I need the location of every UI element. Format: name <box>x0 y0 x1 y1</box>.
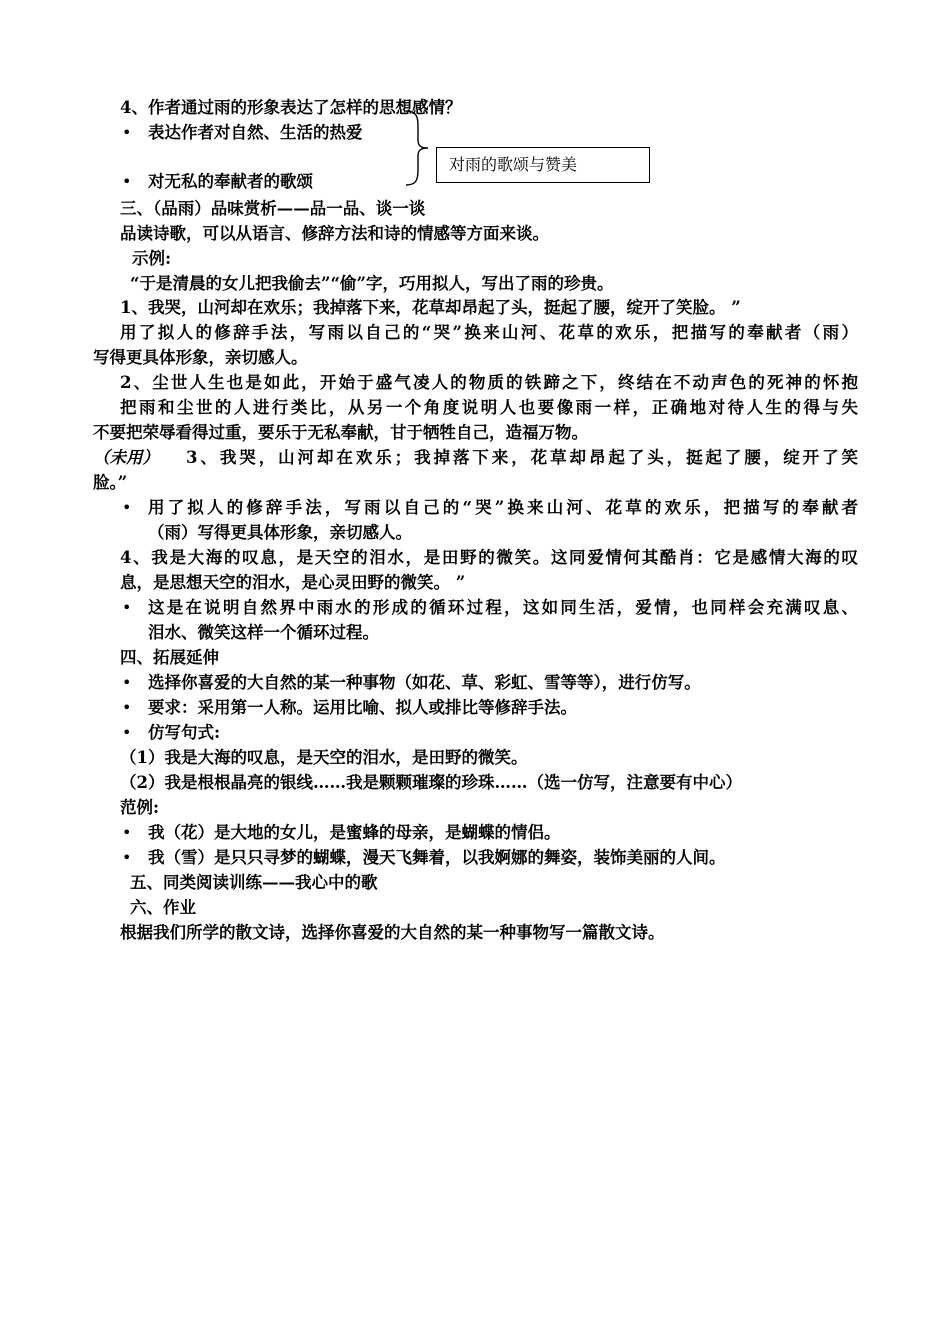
model-1: 我（花）是大地的女儿，是蜜蜂的母亲，是蝴蝶的情侣。 <box>148 823 561 842</box>
section4-bullet-3: 仿写句式: <box>148 723 221 742</box>
pattern-1: （1）我是大海的叹息，是天空的泪水，是田野的微笑。 <box>120 748 528 767</box>
item3-note-line2: （雨）写得更具体形象，亲切感人。 <box>148 523 412 542</box>
item3-line2: 脸。” <box>93 473 128 492</box>
section4-bullet-2: 要求：采用第一人称。运用比喻、拟人或排比等修辞手法。 <box>148 698 577 717</box>
item3-note-line1: 用了拟人的修辞手法，写雨以自己的“哭”换来山河、花草的欢乐，把描写的奉献者 <box>148 498 858 517</box>
item4-note-line1: 这是在说明自然界中雨水的形成的循环过程，这如同生活，爱情，也同样会充满叹息、 <box>148 598 858 617</box>
q4-bullet-a: 表达作者对自然、生活的热爱 <box>148 123 363 142</box>
section5-heading: 五、同类阅读训练——我心中的歌 <box>130 873 378 892</box>
unused-tag: （未用） <box>93 448 159 467</box>
bullet-icon: • <box>122 498 132 517</box>
section6-heading: 六、作业 <box>130 898 196 917</box>
bullet-icon: • <box>122 848 132 867</box>
example-line: “于是清晨的女儿把我偷去”“偷”字，巧用拟人，写出了雨的珍贵。 <box>130 274 614 293</box>
item4-line1: 4、我是大海的叹息，是天空的泪水，是田野的微笑。这同爱情何其酷肖：它是感情大海的叹 <box>120 548 858 567</box>
section3-intro: 品读诗歌，可以从语言、修辞方法和诗的情感等方面来谈。 <box>120 224 549 243</box>
section3-heading: 三、（品雨）品味赏析——品一品、谈一谈 <box>120 199 426 218</box>
bullet-icon: • <box>122 598 132 617</box>
bullet-icon: • <box>122 673 132 692</box>
homework-task: 根据我们所学的散文诗，选择你喜爱的大自然的某一种事物写一篇散文诗。 <box>120 923 665 942</box>
bullet-icon: • <box>122 123 132 142</box>
q4-bullet-b: 对无私的奉献者的歌颂 <box>148 172 313 191</box>
item2-text: 2、尘世人生也是如此，开始于盛气凌人的物质的铁蹄之下，终结在不动声色的死神的怀抱 <box>120 373 858 392</box>
item1-note-line2: 写得更具体形象，亲切感人。 <box>93 348 308 367</box>
example-label: 示例: <box>132 249 172 268</box>
pattern-2: （2）我是根根晶亮的银线……我是颗颗璀璨的珍珠……（选一仿写，注意要有中心） <box>120 773 742 792</box>
item2-note-line1: 把雨和尘世的人进行类比，从另一个角度说明人也要像雨一样，正确地对待人生的得与失 <box>120 398 858 417</box>
bullet-icon: • <box>122 698 132 717</box>
bullet-icon: • <box>122 723 132 742</box>
bullet-icon: • <box>122 172 132 191</box>
q4-question: 4、作者通过雨的形象表达了怎样的思想感情？ <box>120 98 462 117</box>
item4-note-line2: 泪水、微笑这样一个循环过程。 <box>148 623 379 642</box>
item4-line2: 息，是思想天空的泪水，是心灵田野的微笑。 ” <box>120 573 466 592</box>
item1-note-line1: 用了拟人的修辞手法，写雨以自己的“哭”换来山河、花草的欢乐，把描写的奉献者（雨） <box>120 323 858 342</box>
model-2: 我（雪）是只只寻梦的蝴蝶，漫天飞舞着，以我婀娜的舞姿，装饰美丽的人间。 <box>148 848 726 867</box>
bullet-icon: • <box>122 823 132 842</box>
item3-line1: 3、我哭，山河却在欢乐；我掉落下来，花草却昂起了头，挺起了腰，绽开了笑 <box>186 448 858 467</box>
section4-heading: 四、拓展延伸 <box>120 648 219 667</box>
item2-note-line2: 不要把荣辱看得过重，要乐于无私奉献，甘于牺牲自己，造福万物。 <box>93 423 588 442</box>
right-brace-icon <box>404 108 434 188</box>
model-label: 范例: <box>120 798 160 817</box>
section4-bullet-1: 选择你喜爱的大自然的某一种事物（如花、草、彩虹、雪等等），进行仿写。 <box>148 673 701 692</box>
callout-box: 对雨的歌颂与赞美 <box>436 147 650 183</box>
item1-text: 1、我哭，山河却在欢乐；我掉落下来，花草却昂起了头，挺起了腰，绽开了笑脸。 ” <box>120 298 741 317</box>
